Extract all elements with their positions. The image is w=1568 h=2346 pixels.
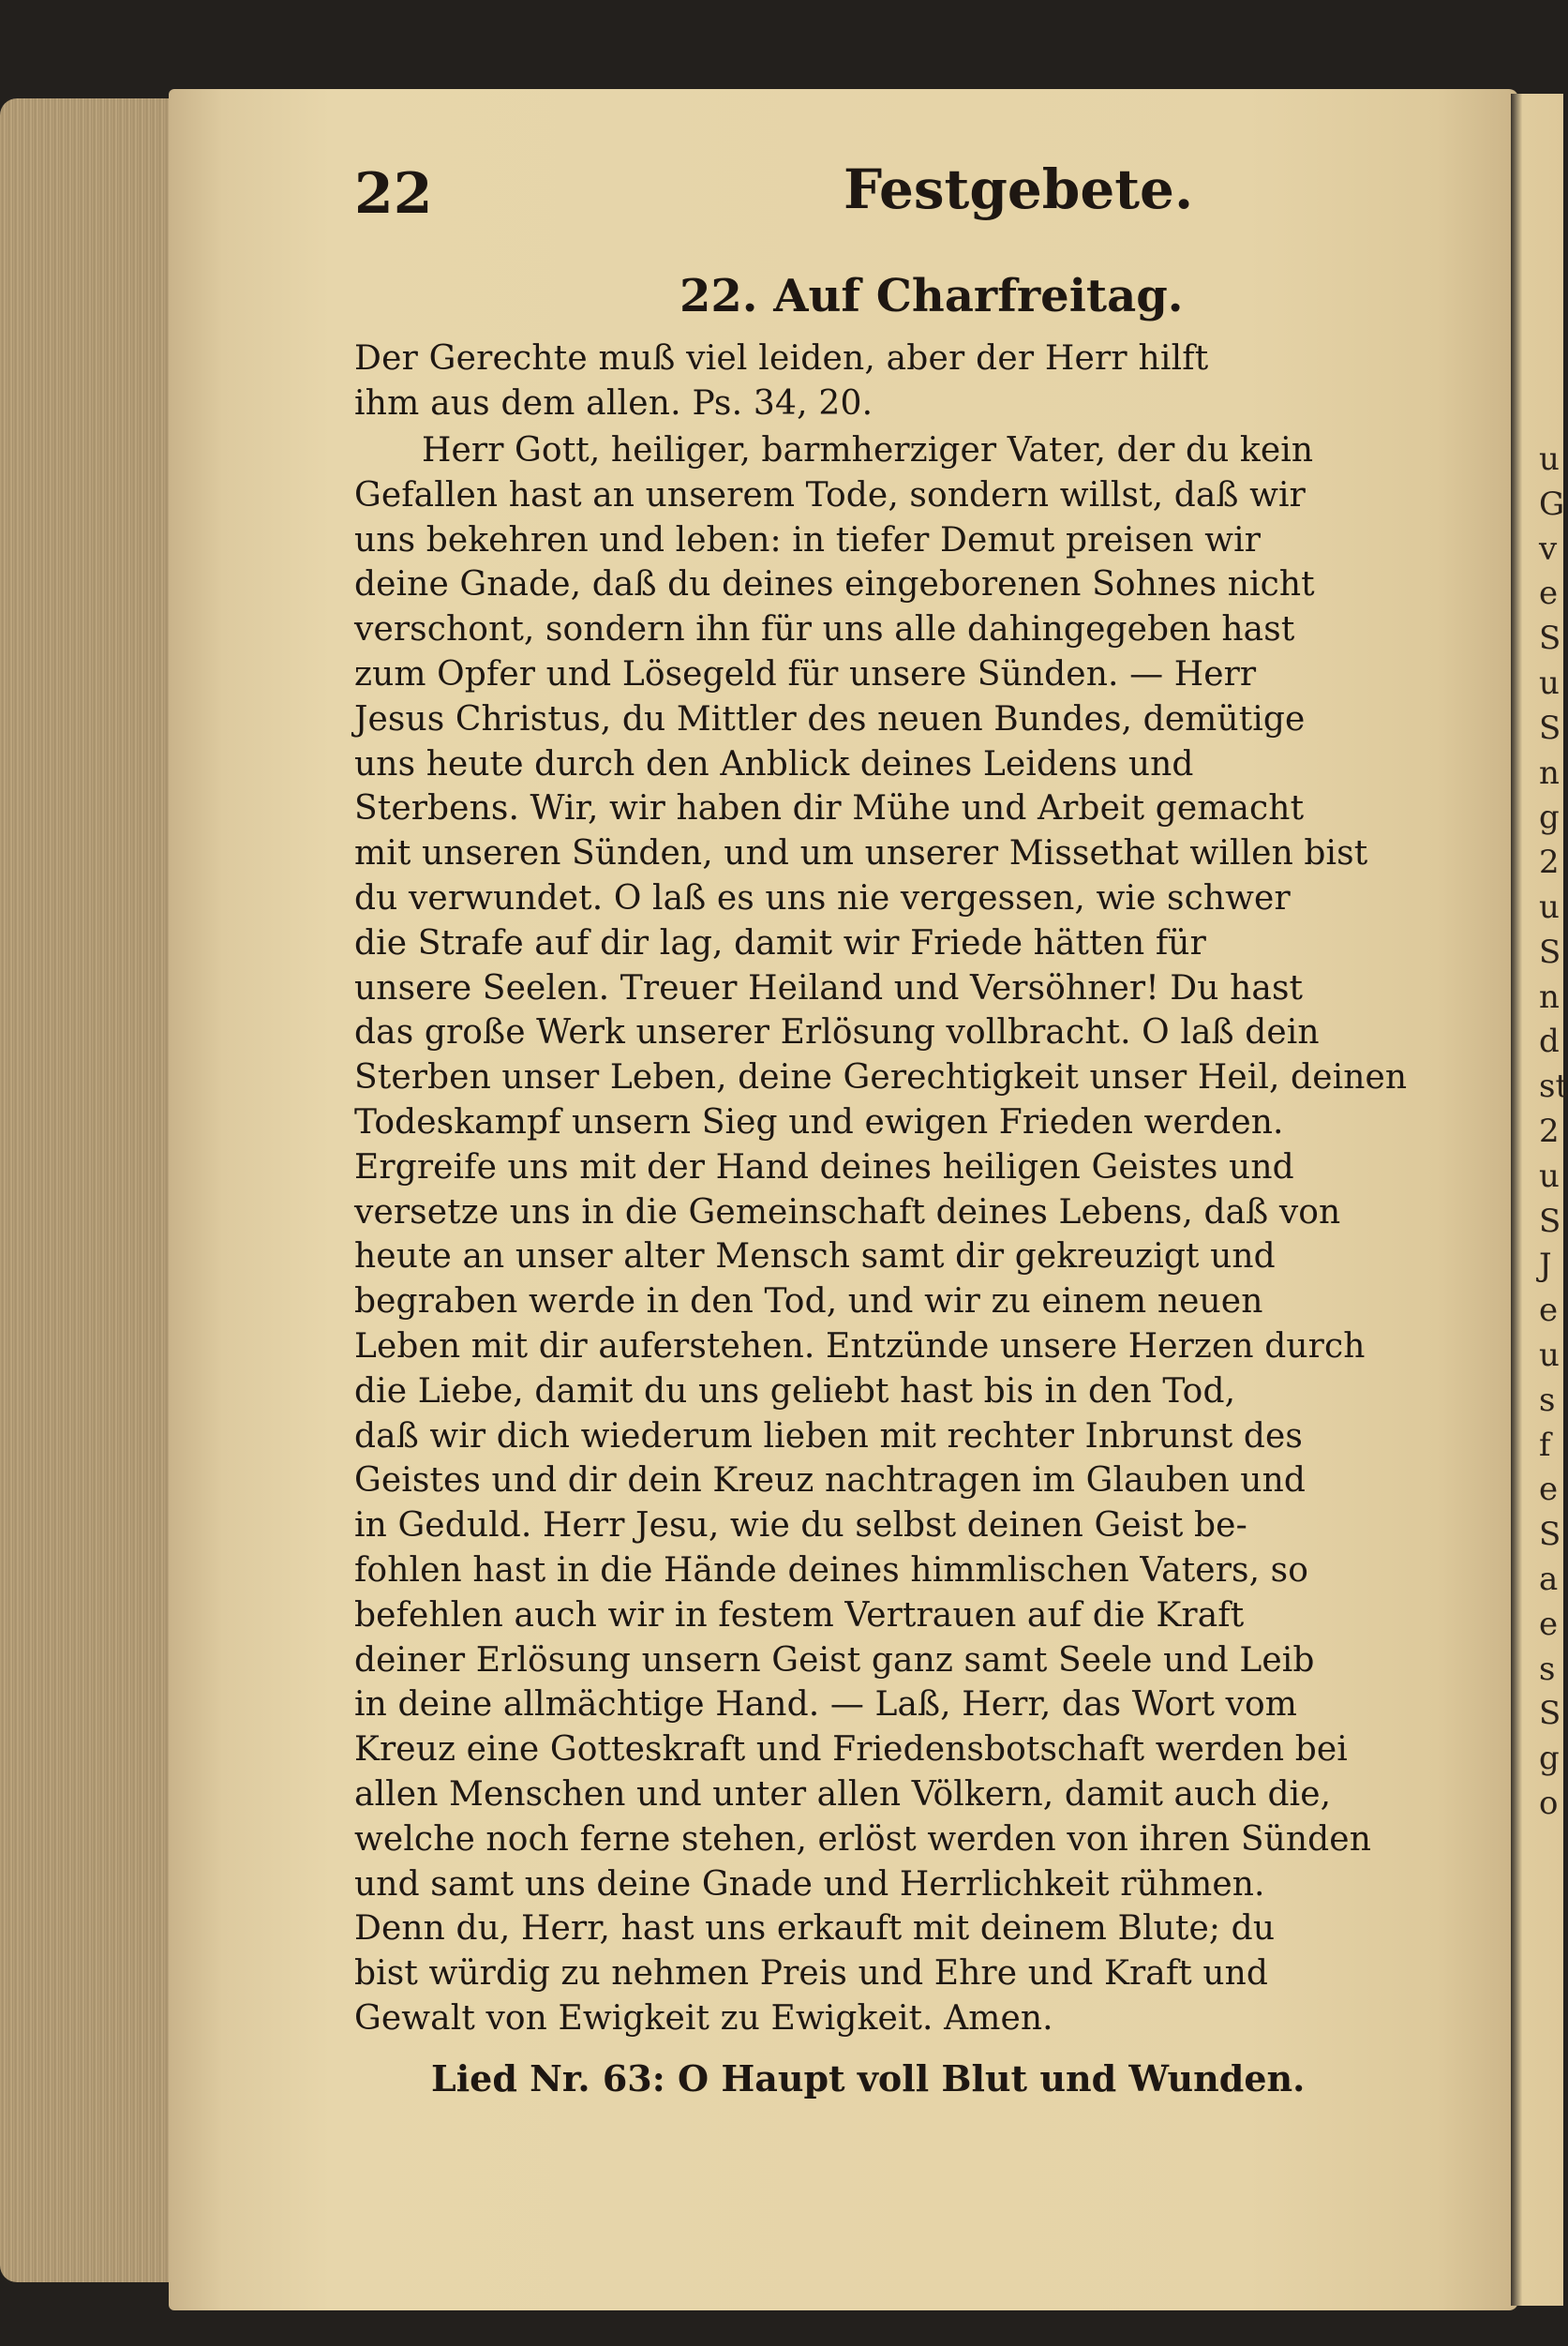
facing-page-fragment: u (1539, 889, 1560, 926)
facing-page-fragment: 2 (1539, 1113, 1560, 1150)
prayer-line: mit unseren Sünden, und um unserer Missethat willen bist (354, 834, 1368, 874)
facing-page-fragment: J (1539, 1247, 1552, 1285)
prayer-line: Todeskampf unsern Sieg und ewigen Frieden werden. (354, 1103, 1284, 1142)
facing-page-fragment: g (1539, 799, 1560, 837)
prayer-line: verschont, sondern ihn für uns alle dahingegeben hast (354, 610, 1295, 650)
facing-page-fragment: s (1539, 1381, 1556, 1419)
facing-page-fragment: st (1539, 1068, 1568, 1106)
book-page-edges (0, 98, 173, 2282)
prayer-line: Sterben unser Leben, deine Gerechtigkeit unser Heil, deinen (354, 1058, 1408, 1098)
prayer-line: Gewalt von Ewigkeit zu Ewigkeit. Amen. (354, 1999, 1053, 2038)
facing-page-fragment: d (1539, 1023, 1560, 1061)
prayer-line: die Liebe, damit du uns geliebt hast bis in den Tod, (354, 1371, 1236, 1411)
prayer-line: Geistes und dir dein Kreuz nachtragen im Glauben und (354, 1461, 1307, 1501)
prayer-line: heute an unser alter Mensch samt dir gekreuzigt und (354, 1237, 1276, 1277)
prayer-line: fohlen hast in die Hände deines himmlischen Vaters, so (354, 1551, 1309, 1590)
facing-page-fragment: e (1539, 575, 1559, 613)
closing-hymn-reference: Lied Nr. 63: O Haupt voll Blut und Wunden. (431, 2057, 1306, 2099)
facing-page-fragment: S (1539, 1516, 1561, 1554)
prayer-line: Herr Gott, heiliger, barmherziger Vater, der du kein (422, 431, 1314, 470)
facing-page-fragment: o (1539, 1785, 1559, 1822)
prayer-line: Sterbens. Wir, wir haben dir Mühe und Arbeit gemacht (354, 789, 1305, 829)
facing-page-fragment: u (1539, 1337, 1560, 1374)
facing-page-fragment: u (1539, 1157, 1560, 1195)
facing-page-edge (1511, 94, 1563, 2306)
running-head: Festgebete. (844, 157, 1194, 221)
prayer-line: deine Gnade, daß du deines eingeborenen Sohnes nicht (354, 565, 1315, 605)
facing-page-fragment: S (1539, 1695, 1561, 1733)
prayer-line: in deine allmächtige Hand. — Laß, Herr, das Wort vom (354, 1685, 1298, 1725)
facing-page-fragment: S (1539, 1202, 1561, 1240)
epigraph-line: Der Gerechte muß viel leiden, aber der Herr hilft (354, 339, 1209, 378)
facing-page-fragment: n (1539, 754, 1560, 792)
prayer-line: bist würdig zu nehmen Preis und Ehre und Kraft und (354, 1954, 1269, 1994)
prayer-line: befehlen auch wir in festem Vertrauen auf die Kraft (354, 1595, 1245, 1635)
facing-page-fragment: a (1539, 1561, 1559, 1598)
facing-page-fragment: S (1539, 620, 1561, 658)
prayer-line: und samt uns deine Gnade und Herrlichkeit rühmen. (354, 1864, 1265, 1904)
prayer-line: uns bekehren und leben: in tiefer Demut preisen wir (354, 520, 1262, 560)
facing-page-fragment: e (1539, 1292, 1559, 1330)
facing-page-fragment: u (1539, 665, 1560, 702)
facing-page-fragment: 2 (1539, 844, 1560, 882)
prayer-line: zum Opfer und Lösegeld für unsere Sünden. — Herr (354, 655, 1257, 694)
facing-page-fragment: e (1539, 1471, 1559, 1509)
facing-page-fragment: v (1539, 530, 1558, 568)
prayer-line: allen Menschen und unter allen Völkern, damit auch die, (354, 1775, 1332, 1814)
section-title: 22. Auf Charfreitag. (679, 270, 1184, 322)
prayer-line: deiner Erlösung unsern Geist ganz samt Seele und Leib (354, 1640, 1315, 1680)
prayer-line: Ergreife uns mit der Hand deines heiligen Geistes und (354, 1147, 1294, 1187)
facing-page-fragment: S (1539, 933, 1561, 971)
prayer-line: Kreuz eine Gotteskraft und Friedensbotschaft werden bei (354, 1730, 1348, 1770)
prayer-line: Denn du, Herr, hast uns erkauft mit deinem Blute; du (354, 1909, 1276, 1949)
facing-page-fragment: f (1539, 1426, 1551, 1464)
prayer-line: unsere Seelen. Treuer Heiland und Versöhner! Du hast (354, 968, 1304, 1008)
facing-page-fragment: g (1539, 1740, 1560, 1778)
prayer-line: Leben mit dir auferstehen. Entzünde unsere Herzen durch (354, 1327, 1366, 1366)
facing-page-fragment: e (1539, 1605, 1559, 1643)
page-number: 22 (354, 161, 433, 227)
epigraph-line: ihm aus dem allen. Ps. 34, 20. (354, 384, 874, 423)
prayer-line: daß wir dich wiederum lieben mit rechter Inbrunst des (354, 1416, 1303, 1456)
prayer-line: begraben werde in den Tod, und wir zu einem neuen (354, 1282, 1263, 1322)
facing-page-fragment: n (1539, 978, 1560, 1016)
prayer-line: die Strafe auf dir lag, damit wir Friede hätten für (354, 923, 1206, 963)
prayer-line: versetze uns in die Gemeinschaft deines Lebens, daß von (354, 1192, 1341, 1232)
prayer-line: Jesus Christus, du Mittler des neuen Bundes, demütige (354, 699, 1306, 739)
prayer-line: welche noch ferne stehen, erlöst werden von ihren Sünden (354, 1819, 1372, 1859)
facing-page-fragment: G (1539, 485, 1565, 523)
prayer-line: du verwundet. O laß es uns nie vergessen, wie schwer (354, 879, 1291, 918)
prayer-line: Gefallen hast an unserem Tode, sondern willst, daß wir (354, 475, 1306, 515)
facing-page-fragment: s (1539, 1650, 1556, 1688)
facing-page-fragment: u (1539, 441, 1560, 478)
prayer-line: das große Werk unserer Erlösung vollbracht. O laß dein (354, 1013, 1320, 1053)
facing-page-fragment: S (1539, 709, 1561, 747)
prayer-line: uns heute durch den Anblick deines Leidens und (354, 744, 1194, 784)
prayer-line: in Geduld. Herr Jesu, wie du selbst deinen Geist be- (354, 1506, 1247, 1546)
